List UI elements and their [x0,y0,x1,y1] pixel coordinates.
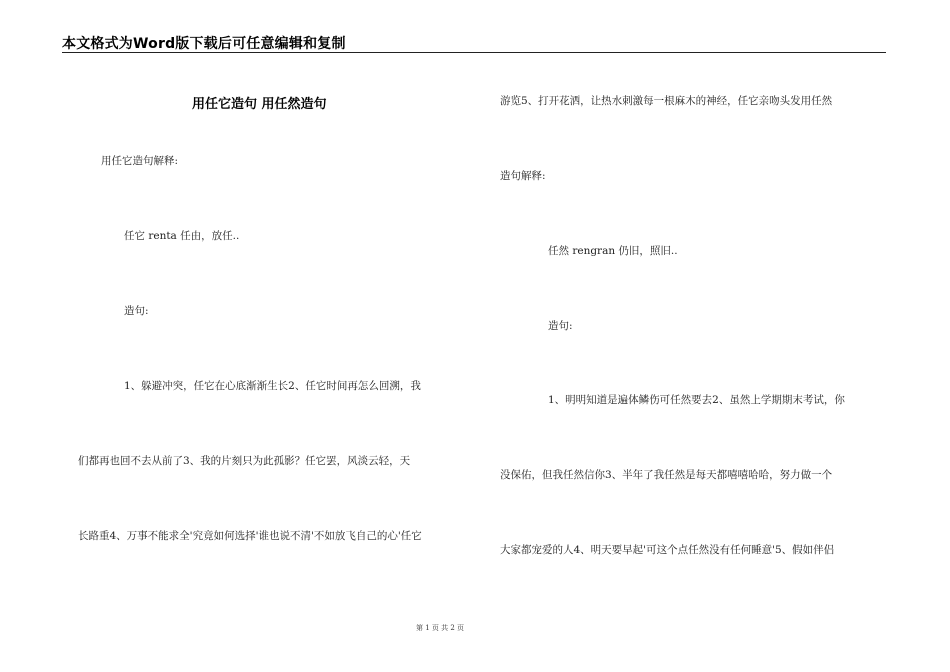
left-para-2: 任它 renta 任由，放任.. [124,230,240,242]
right-para-3: 任然 rengran 仍旧，照旧.. [548,245,678,257]
right-para-2: 造句解释: [500,170,546,182]
left-para-3: 造句: [124,305,149,317]
left-para-6: 长路重4、万事不能求全'究竟如何选择'谁也说不清'不如放飞自己的心'任它 [78,530,422,542]
right-para-6: 没保佑，但我任然信你3、半年了我任然是每天都嘻嘻哈哈，努力做一个 [500,469,833,481]
page-number: 第 1 页 共 2 页 [415,624,465,632]
right-para-7: 大家都宠爱的人4、明天要早起'可这个点任然没有任何睡意'5、假如伴侣 [500,544,835,556]
left-para-4: 1、躲避冲突，任它在心底渐渐生长2、任它时间再怎么回溯，我 [124,380,421,392]
document-title: 用任它造句 用任然造句 [192,97,327,112]
right-para-4: 造句: [548,320,573,332]
document-header: 本文格式为Word版下载后可任意编辑和复制 [62,36,346,52]
right-para-5: 1、明明知道是遍体鳞伤可任然要去2、虽然上学期期末考试，你 [548,394,845,406]
left-para-1: 用任它造句解释: [101,155,179,167]
header-divider [62,52,886,53]
right-para-1: 游览5、打开花洒，让热水刺激每一根麻木的神经，任它亲吻头发用任然 [500,95,833,107]
left-para-5: 们都再也回不去从前了3、我的片刻只为此孤影？任它罢，风淡云轻，天 [78,455,411,467]
